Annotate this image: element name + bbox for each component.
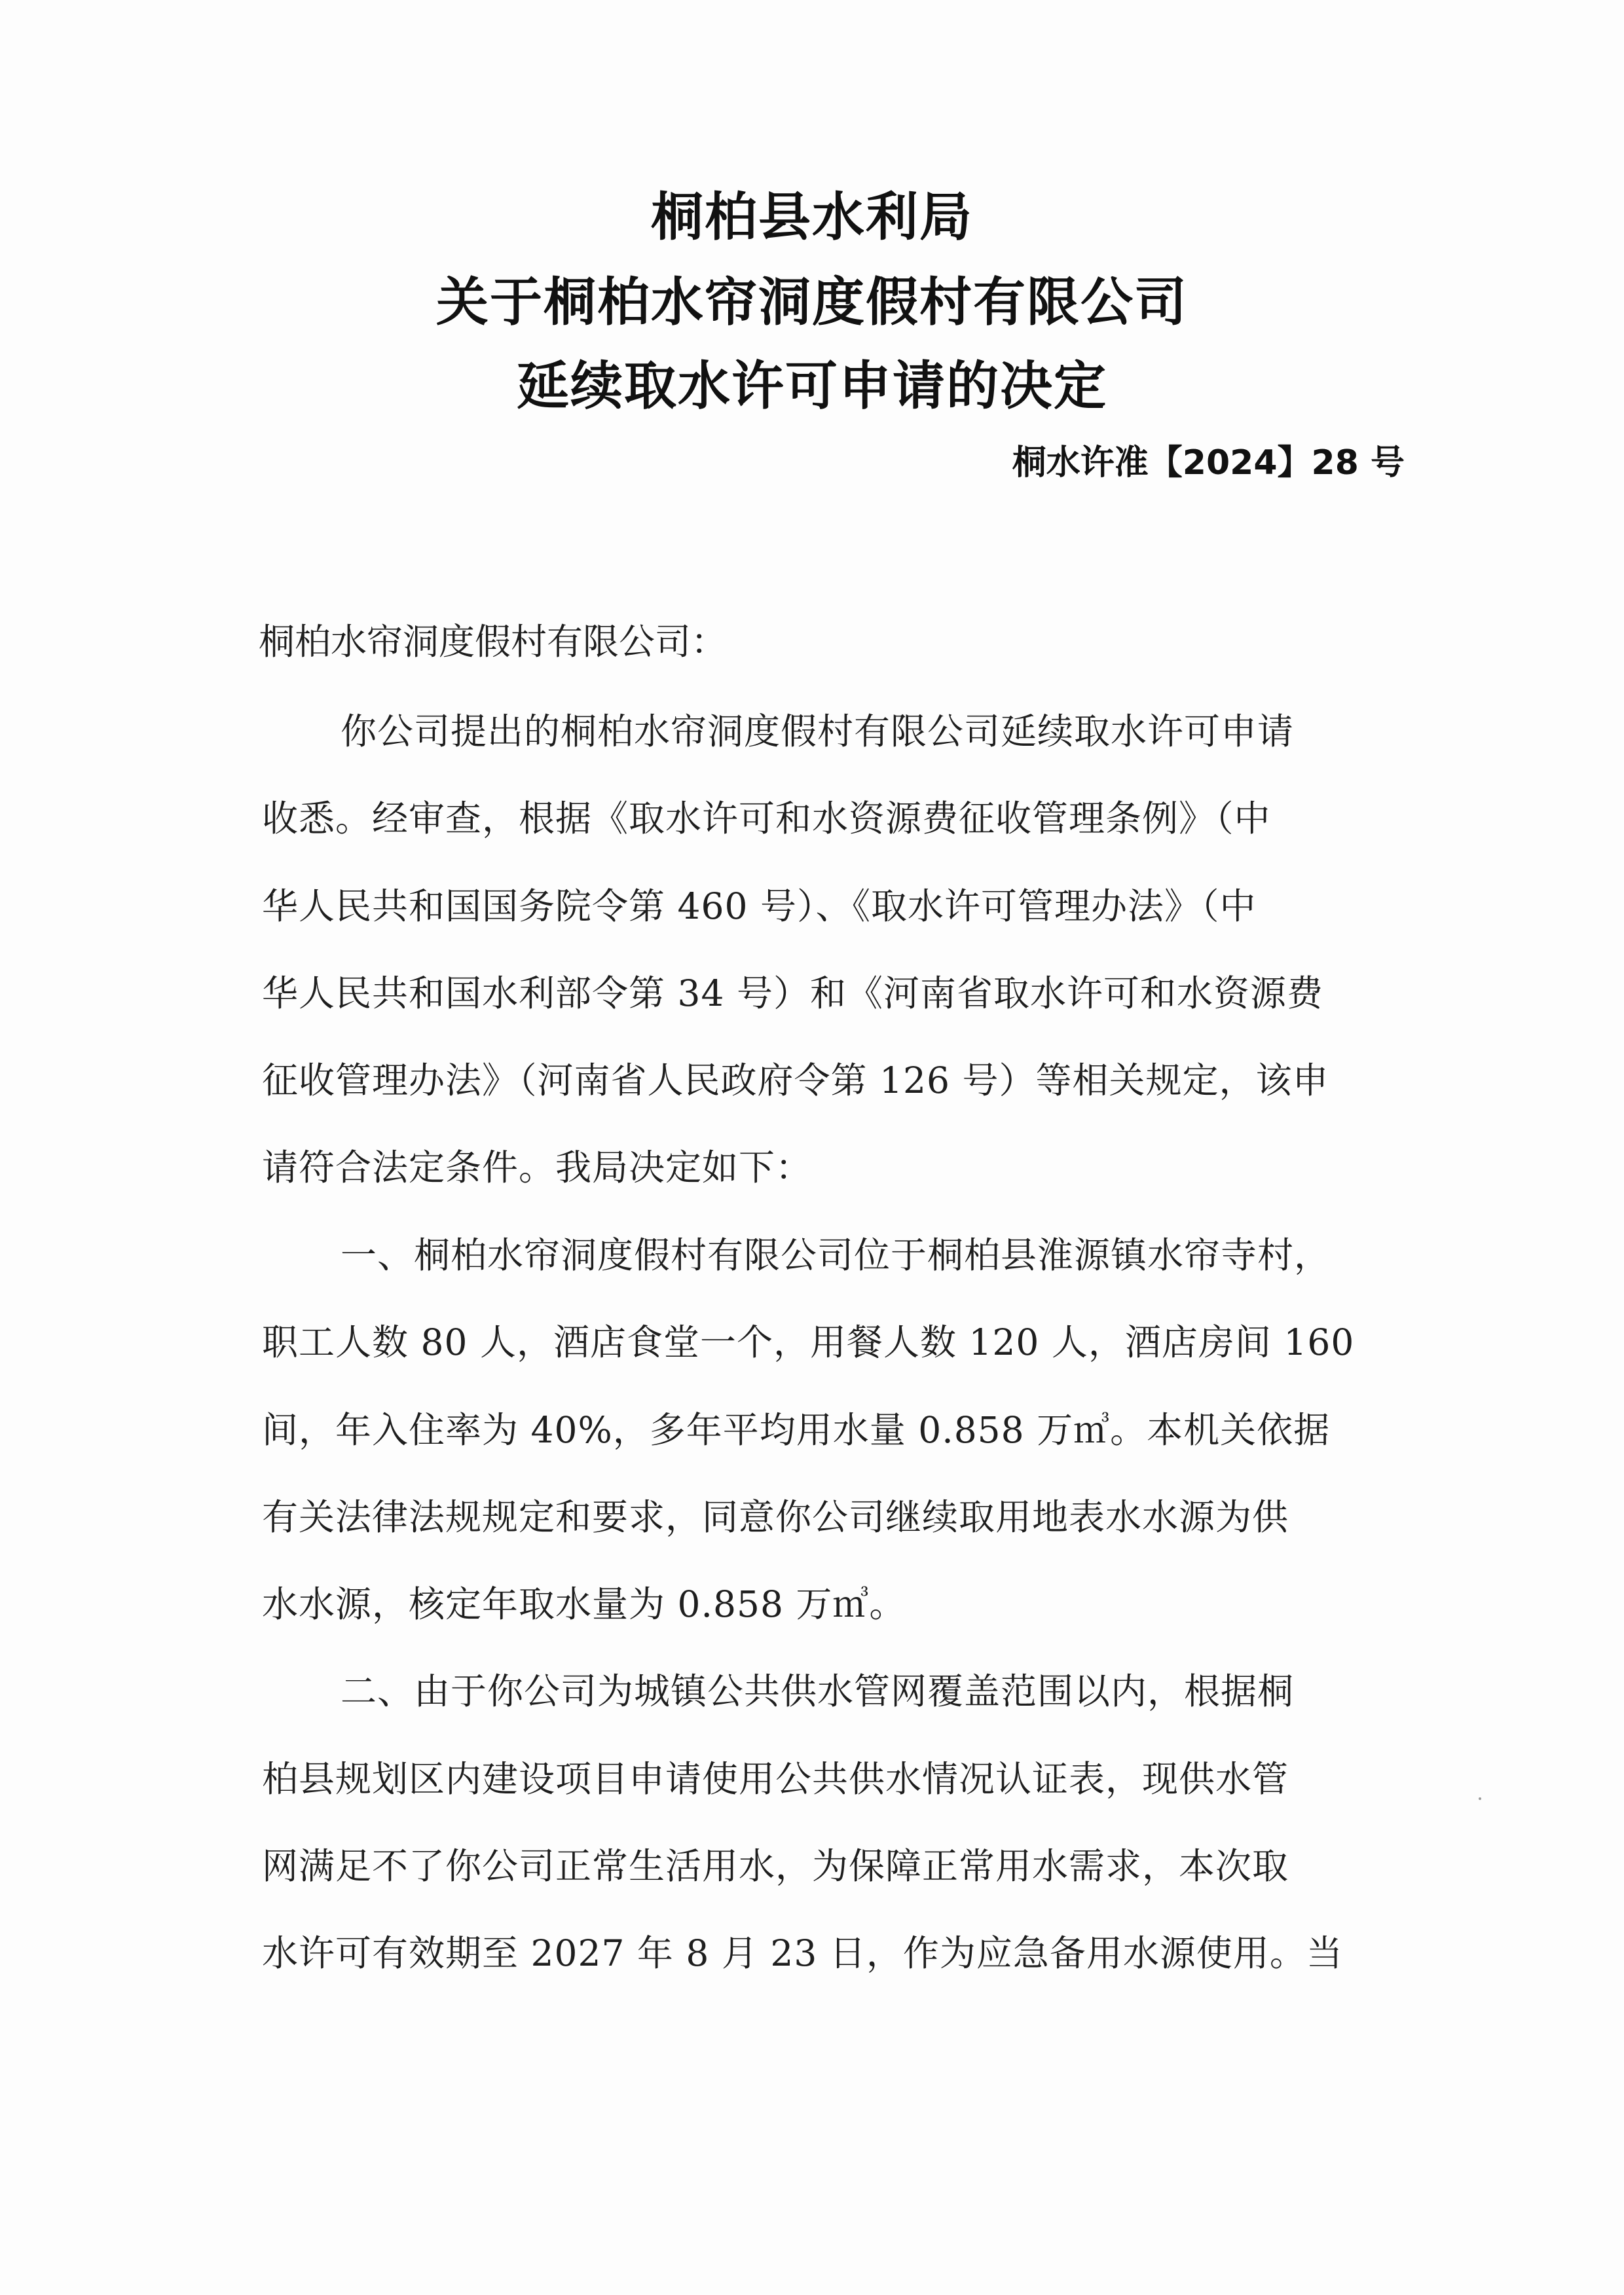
paragraph-line: 收悉。经审查，根据《取水许可和水资源费征收管理条例》（中	[262, 798, 1271, 839]
paragraph-line: 柏县规划区内建设项目申请使用公共供水情况认证表，现供水管	[262, 1758, 1289, 1800]
paragraph-line: 你公司提出的桐柏水帘洞度假村有限公司延续取水许可申请	[341, 710, 1295, 752]
scan-artifact	[1479, 1797, 1481, 1800]
paragraph-line: 征收管理办法》（河南省人民政府令第 126 号）等相关规定，该申	[262, 1059, 1329, 1101]
title-decision: 延续取水许可申请的决定	[517, 356, 1107, 416]
paragraph-line: 华人民共和国水利部令第 34 号）和《河南省取水许可和水资源费	[262, 972, 1323, 1014]
paragraph-line: 网满足不了你公司正常生活用水，为保障正常用水需求，本次取	[262, 1845, 1289, 1887]
paragraph-line: 有关法律法规规定和要求，同意你公司继续取用地表水水源为供	[262, 1496, 1289, 1538]
paragraph-line: 华人民共和国国务院令第 460 号）、《取水许可管理办法》（中	[262, 885, 1257, 927]
paragraph-line: 一、桐柏水帘洞度假村有限公司位于桐柏县淮源镇水帘寺村，	[341, 1234, 1331, 1276]
paragraph-line: 职工人数 80 人，酒店食堂一个，用餐人数 120 人，酒店房间 160	[262, 1321, 1355, 1363]
paragraph-line: 二、由于你公司为城镇公共供水管网覆盖范围以内，根据桐	[341, 1670, 1295, 1712]
title-issuer: 桐柏县水利局	[651, 187, 973, 248]
document-number: 桐水许准【2024】28 号	[1012, 443, 1405, 483]
title-subject: 关于桐柏水帘洞度假村有限公司	[436, 272, 1188, 333]
paragraph-line: 水许可有效期至 2027 年 8 月 23 日，作为应急备用水源使用。当	[262, 1932, 1343, 1974]
paragraph-line: 水水源，核定年取水量为 0.858 万㎥。	[262, 1583, 906, 1625]
paragraph-line: 请符合法定条件。我局决定如下：	[262, 1147, 813, 1188]
paragraph-line: 间，年入住率为 40%，多年平均用水量 0.858 万㎥。本机关依据	[262, 1409, 1331, 1451]
salutation: 桐柏水帘洞度假村有限公司：	[259, 621, 728, 663]
